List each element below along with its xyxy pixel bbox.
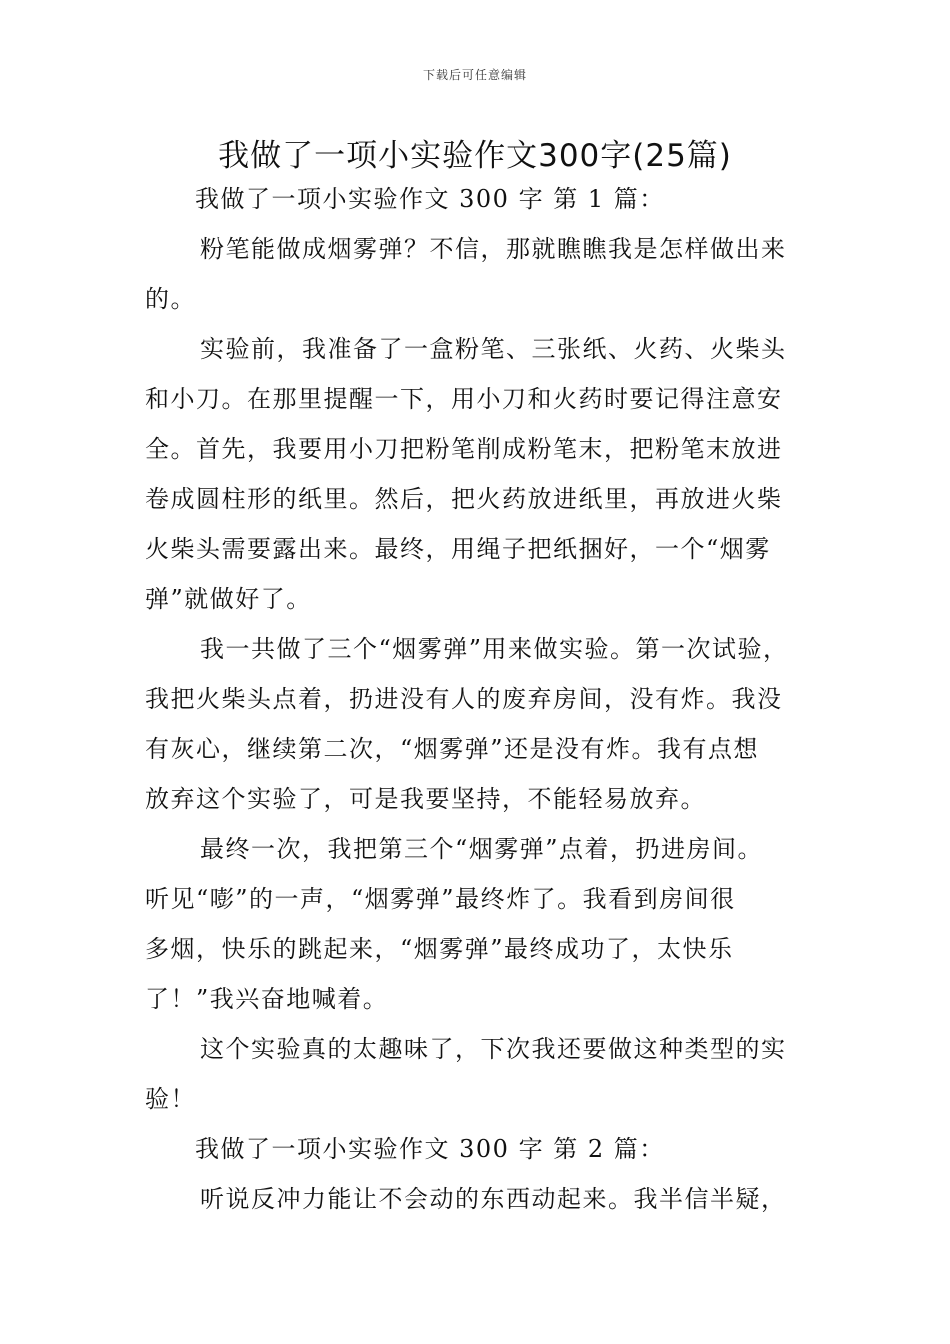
paragraph-line: 和小刀。在那里提醒一下，用小刀和火药时要记得注意安 [145, 385, 783, 413]
paragraph-line: 听见“嘭”的一声，“烟雾弹”最终炸了。我看到房间很 [145, 885, 736, 913]
paragraph-line: 的。 [145, 285, 196, 313]
section-heading: 我做了一项小实验作文 300 字 第 2 篇： [195, 1135, 665, 1163]
paragraph-line: 有灰心，继续第二次，“烟雾弹”还是没有炸。我有点想 [145, 735, 760, 763]
paragraph-line: 我一共做了三个“烟雾弹”用来做实验。第一次试验， [200, 635, 789, 663]
paragraph-line: 实验前，我准备了一盒粉笔、三张纸、火药、火柴头 [200, 335, 787, 363]
paragraph-line: 听说反冲力能让不会动的东西动起来。我半信半疑， [200, 1185, 787, 1213]
header-note: 下载后可任意编辑 [422, 68, 527, 82]
paragraph-line: 了！”我兴奋地喊着。 [145, 985, 389, 1013]
paragraph-line: 我把火柴头点着，扔进没有人的废弃房间，没有炸。我没 [145, 685, 783, 713]
paragraph-line: 弹”就做好了。 [145, 585, 312, 613]
paragraph-line: 最终一次，我把第三个“烟雾弹”点着，扔进房间。 [200, 835, 764, 863]
paragraph-line: 火柴头需要露出来。最终，用绳子把纸捆好，一个“烟雾 [145, 535, 771, 563]
paragraph-line: 验！ [145, 1085, 196, 1113]
paragraph-line: 卷成圆柱形的纸里。然后，把火药放进纸里，再放进火柴 [145, 485, 783, 513]
paragraph-line: 这个实验真的太趣味了，下次我还要做这种类型的实 [200, 1035, 787, 1063]
paragraph-line: 多烟，快乐的跳起来，“烟雾弹”最终成功了，太快乐 [145, 935, 734, 963]
paragraph-line: 粉笔能做成烟雾弹？不信，那就瞧瞧我是怎样做出来 [200, 235, 787, 263]
paragraph-line: 全。首先，我要用小刀把粉笔削成粉笔末，把粉笔末放进 [145, 435, 783, 463]
paragraph-line: 放弃这个实验了，可是我要坚持，不能轻易放弃。 [145, 785, 706, 813]
page-title: 我做了一项小实验作文300字(25篇) [218, 138, 732, 174]
section-heading: 我做了一项小实验作文 300 字 第 1 篇： [195, 185, 665, 213]
